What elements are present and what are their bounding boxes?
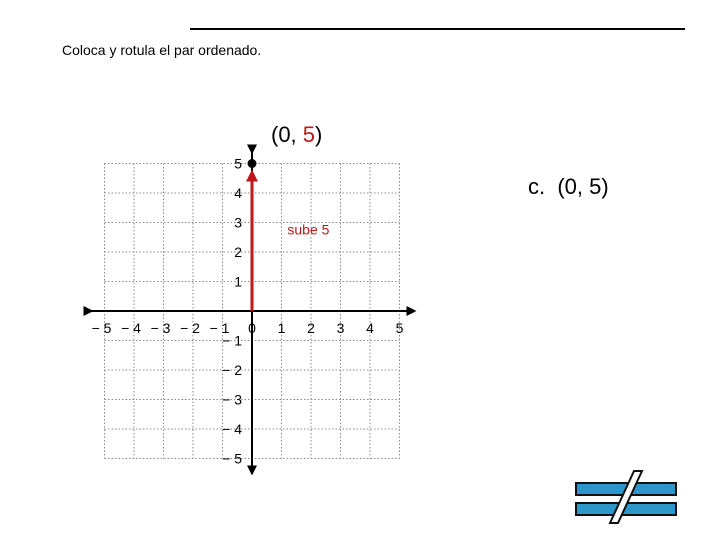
not-equal-icon[interactable] bbox=[574, 469, 678, 525]
y-tick-label: − 5 bbox=[222, 450, 242, 467]
y-tick-label: 5 bbox=[234, 155, 242, 172]
y-tick-label: − 4 bbox=[222, 421, 242, 437]
x-tick-label: − 3 bbox=[150, 320, 171, 336]
y-tick-label: − 2 bbox=[222, 362, 242, 378]
x-tick-label: 5 bbox=[395, 320, 404, 336]
pair-close: ) bbox=[315, 122, 323, 147]
instruction-text: Coloca y rotula el par ordenado. bbox=[62, 42, 262, 58]
y-tick-label: 2 bbox=[234, 244, 242, 260]
problem-letter: c. bbox=[528, 174, 546, 199]
x-tick-label: − 1 bbox=[209, 320, 230, 336]
plotted-marks bbox=[248, 159, 330, 311]
pair-open: (0, bbox=[271, 122, 303, 147]
x-tick-label: − 4 bbox=[121, 320, 141, 336]
problem-pair: (0, 5) bbox=[557, 174, 609, 199]
x-tick-label: 4 bbox=[366, 320, 374, 336]
x-tick-label: 3 bbox=[336, 320, 345, 336]
x-tick-label: 2 bbox=[307, 320, 315, 336]
y-tick-label: 1 bbox=[234, 273, 242, 290]
movement-label: sube 5 bbox=[287, 221, 330, 238]
plotted-point bbox=[248, 159, 257, 168]
x-tick-label: 0 bbox=[248, 320, 256, 336]
y-tick-label: 3 bbox=[234, 214, 242, 231]
pair-y-value: 5 bbox=[302, 122, 316, 147]
x-tick-label: 1 bbox=[277, 320, 286, 336]
y-tick-label: − 1 bbox=[222, 332, 242, 349]
x-tick-label: − 2 bbox=[180, 320, 200, 336]
x-tick-label: − 5 bbox=[91, 320, 112, 336]
y-tick-label: − 3 bbox=[222, 391, 242, 408]
y-tick-label: 4 bbox=[234, 185, 242, 201]
